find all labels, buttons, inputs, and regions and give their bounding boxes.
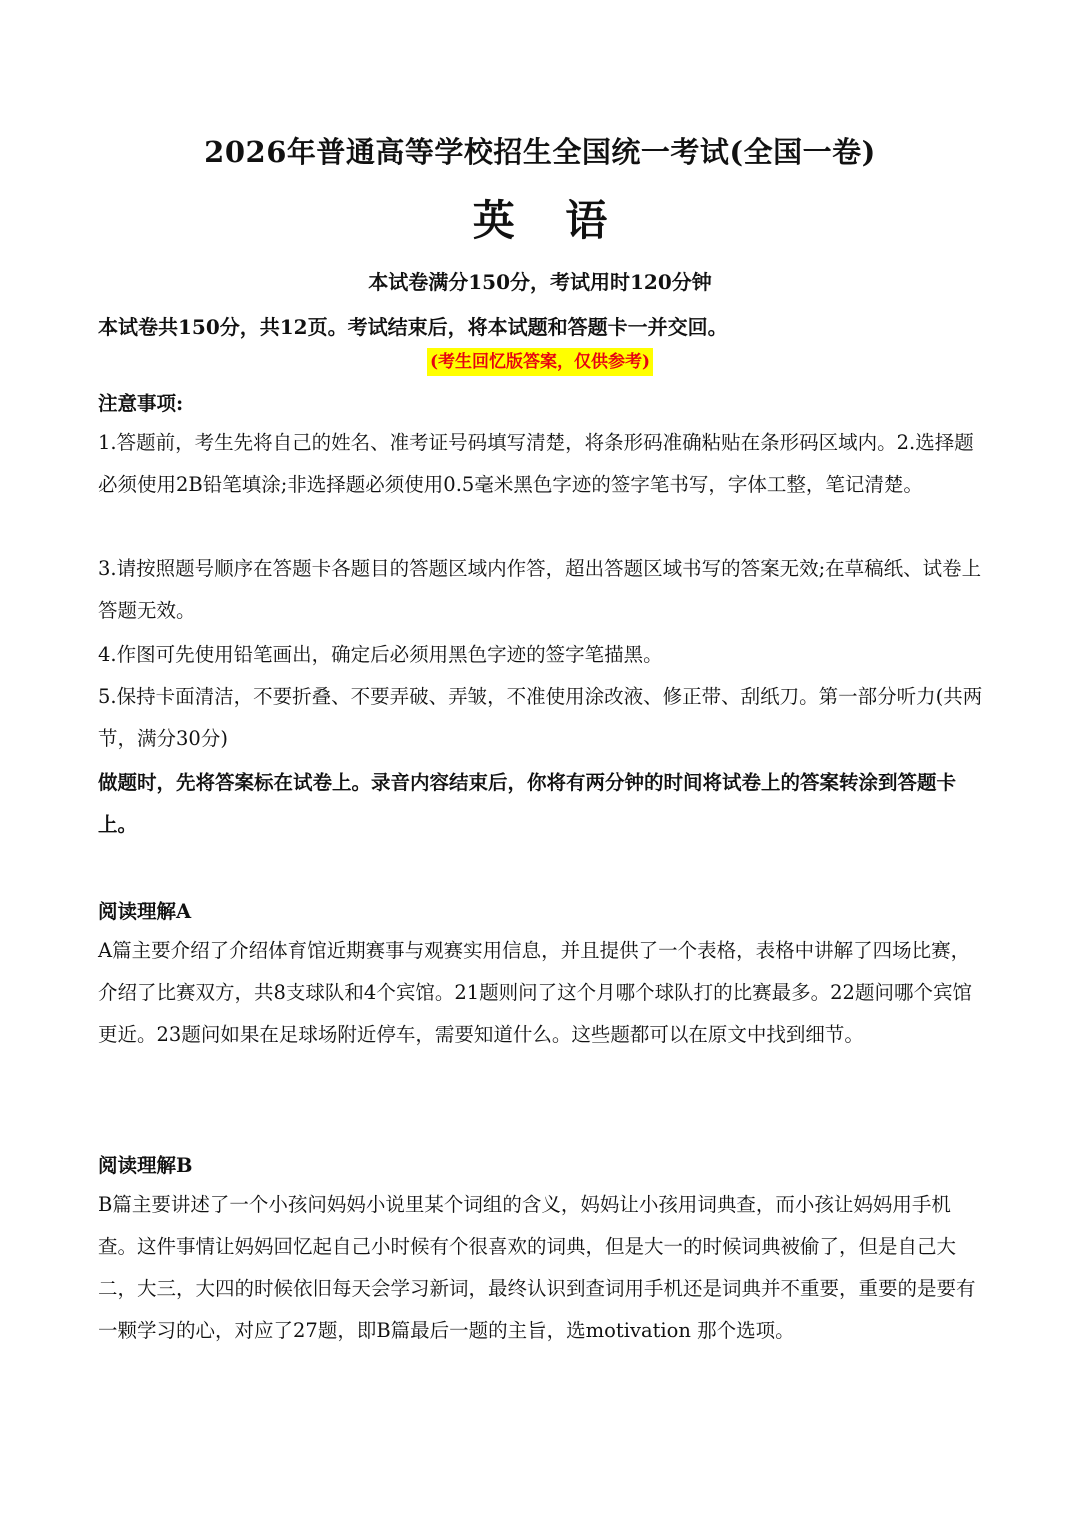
reading-a-body: A篇主要介绍了介绍体育馆近期赛事与观赛实用信息，并且提供了一个表格，表格中讲解了四场比赛，介绍了比赛双方，共8支球队和4个宾馆。21题则问了这个月哪个球队打的比赛最多。22题问哪个宾馆更近。23题问如果在足球场附近停车，需要知道什么。这些题都可以在原文中找到细节。 bbox=[98, 939, 972, 1046]
notice-container bbox=[0, 348, 1080, 376]
answer-notice-badge: (考生回忆版答案，仅供参考) bbox=[427, 348, 653, 376]
reading-b-body: B篇主要讲述了一个小孩问妈妈小说里某个词组的含义，妈妈让小孩用词典查，而小孩让妈妈用手机查。这件事情让妈妈回忆起自己小时候有个很喜欢的词典，但是大一的时候词典被偷了，但是自己大二，大三，大四的时候依旧每天会学习新词，最终认识到查词用手机还是词典并不重要，重要的是要有一颗学习的心，对应了27题，即B篇最后一题的主旨，选motivation 那个选项。 bbox=[98, 1193, 976, 1342]
instruction-item-5: 5.保持卡面清洁，不要折叠、不要弄破、弄皱，不准使用涂改液、修正带、刮纸刀。第一部分听力(共两节，满分30分) bbox=[98, 685, 983, 750]
instruction-item-3: 3.请按照题号顺序在答题卡各题目的答题区域内作答，超出答题区域书写的答案无效;在草稿纸、试卷上答题无效。 bbox=[98, 557, 982, 622]
reading-a-heading: 阅读理解A bbox=[98, 900, 192, 923]
subject-title: 英 语 bbox=[472, 196, 626, 245]
instructions-heading: 注意事项: bbox=[98, 392, 184, 415]
instruction-item-4: 4.作图可先使用铅笔画出，确定后必须用黑色字迹的签字笔描黑。 bbox=[98, 643, 663, 666]
listening-note: 做题时，先将答案标在试卷上。录音内容结束后，你将有两分钟的时间将试卷上的答案转涂到答题卡上。 bbox=[98, 771, 957, 836]
score-line: 本试卷满分150分，考试用时120分钟 bbox=[368, 270, 712, 294]
pages-line: 本试卷共150分，共12页。考试结束后，将本试题和答题卡一并交回。 bbox=[98, 315, 728, 339]
reading-b-heading: 阅读理解B bbox=[98, 1154, 193, 1177]
instruction-item-1-2: 1.答题前，考生先将自己的姓名、准考证号码填写清楚，将条形码准确粘贴在条形码区域内。2.选择题必须使用2B铅笔填涂;非选择题必须使用0.5毫米黑色字迹的签字笔书写，字体工整，笔记清楚。 bbox=[98, 431, 974, 496]
exam-title: 2026年普通高等学校招生全国统一考试(全国一卷) bbox=[204, 135, 876, 169]
